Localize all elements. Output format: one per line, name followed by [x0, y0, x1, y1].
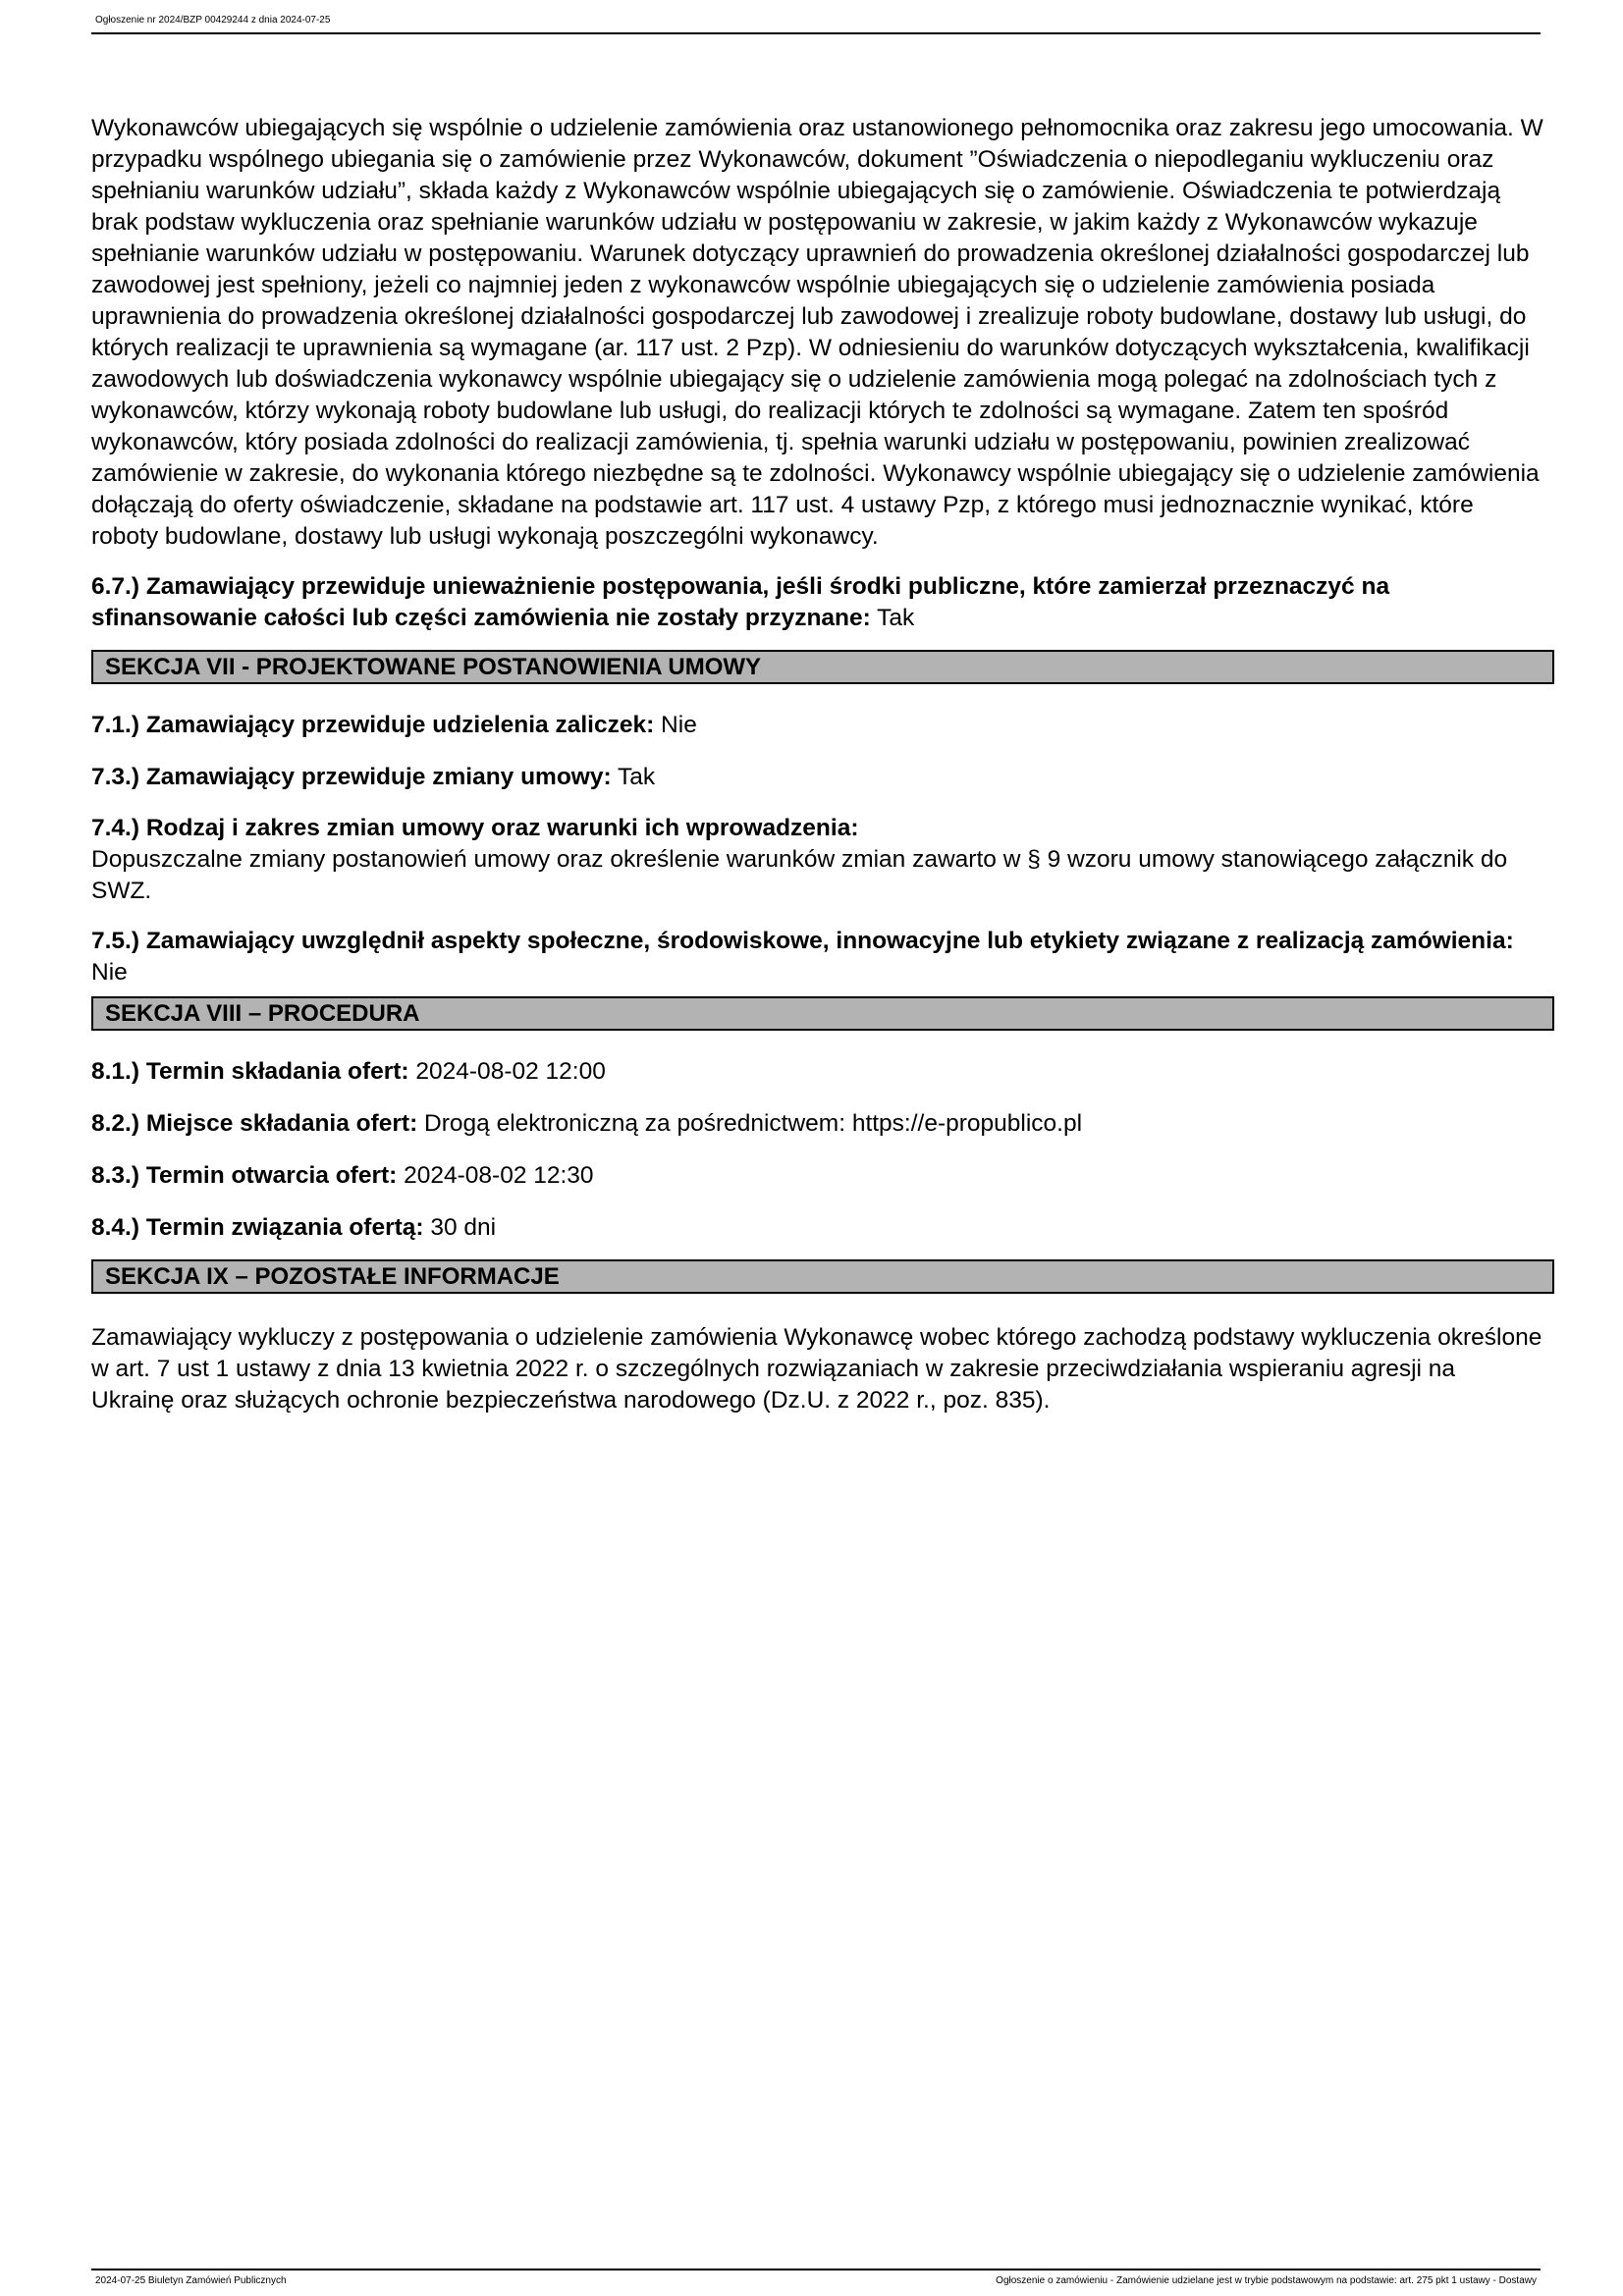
question-7-5-value: Nie	[91, 959, 128, 986]
question-8-4	[91, 1212, 1544, 1244]
section-9-header: SEKCJA IX – POZOSTAŁE INFORMACJE	[91, 1259, 1554, 1294]
question-7-4-label: 7.4.) Rodzaj i zakres zmian umowy oraz warunki ich wprowadzenia:	[91, 815, 859, 841]
question-7-5	[91, 926, 1544, 988]
footer-right-text: Ogłoszenie o zamówieniu - Zamówienie udzielane jest w trybie podstawowym na podstawie: art. 275 pkt 1 ustawy - Dostawy	[996, 2275, 1537, 2286]
question-7-1-value: Nie	[654, 712, 697, 738]
question-7-1-label: 7.1.) Zamawiający przewiduje udzielenia zaliczek:	[91, 712, 655, 738]
question-8-3-value: 2024-08-02 12:30	[397, 1162, 594, 1189]
document-body	[91, 113, 1544, 1416]
question-6-7-label: 6.7.) Zamawiający przewiduje unieważnienie postępowania, jeśli środki publiczne, które zamierzał przeznaczyć na sfinansowanie całości lub części zamówienia nie zostały przyznane:	[91, 573, 1390, 631]
question-6-7	[91, 571, 1544, 634]
page-header: Ogłoszenie nr 2024/BZP 00429244 z dnia 2024-07-25	[95, 15, 331, 26]
question-8-3-label: 8.3.) Termin otwarcia ofert:	[91, 1162, 398, 1189]
header-divider	[91, 32, 1541, 34]
question-7-1	[91, 710, 1544, 741]
question-7-3	[91, 762, 1544, 793]
question-7-3-value: Tak	[611, 764, 656, 790]
question-8-1	[91, 1056, 1544, 1088]
section-7-header: SEKCJA VII - PROJEKTOWANE POSTANOWIENIA UMOWY	[91, 650, 1554, 684]
section-8-header: SEKCJA VIII – PROCEDURA	[91, 996, 1554, 1031]
question-8-2	[91, 1108, 1544, 1140]
section-9-text: Zamawiający wykluczy z postępowania o udzielenie zamówienia Wykonawcę wobec którego zachodzą podstawy wykluczenia określone w art. 7 ust 1 ustawy z dnia 13 kwietnia 2022 r. o szczególnych rozwiązaniach w zakresie przeciwdziałania wspieraniu agresji na Ukrainę oraz służących ochronie bezpieczeństwa narodowego (Dz.U. z 2022 r., poz. 835).	[91, 1324, 1542, 1414]
question-6-7-value: Tak	[870, 605, 915, 631]
question-8-3	[91, 1160, 1544, 1192]
footer-divider	[91, 2269, 1541, 2270]
question-8-1-label: 8.1.) Termin składania ofert:	[91, 1058, 409, 1085]
intro-paragraph: Wykonawców ubiegających się wspólnie o udzielenie zamówienia oraz ustanowionego pełnomocnika oraz zakresu jego umocowania. W przypadku wspólnego ubiegania się o zamówienie przez Wykonawców, dokument ”Oświadczenia o niepodleganiu wykluczeniu oraz spełnianiu warunków udziału”, składa każdy z Wykonawców wspólnie ubiegających się o zamówienie. Oświadczenia te potwierdzają brak podstaw wykluczenia oraz spełnianie warunków udziału w postępowaniu w zakresie, w jakim każdy z Wykonawców wykazuje spełnianie warunków udziału w postępowaniu. Warunek dotyczący uprawnień do prowadzenia określonej działalności gospodarczej lub zawodowej jest spełniony, jeżeli co najmniej jeden z wykonawców wspólnie ubiegających się o udzielenie zamówienia posiada uprawnienia do prowadzenia określonej działalności gospodarczej lub zawodowej i zrealizuje roboty budowlane, dostawy lub usługi, do których realizacji te uprawnienia są wymagane (ar. 117 ust. 2 Pzp). W odniesieniu do warunków dotyczących wykształcenia, kwalifikacji zawodowych lub doświadczenia wykonawcy wspólnie ubiegający się o udzielenie zamówienia mogą polegać na zdolnościach tych z wykonawców, którzy wykonają roboty budowlane lub usługi, do realizacji których te zdolności są wymagane. Zatem ten spośród wykonawców, który posiada zdolności do realizacji zamówienia, tj. spełnia warunki udziału w postępowaniu, powinien zrealizować zamówienie w zakresie, do wykonania którego niezbędne są te zdolności. Wykonawcy wspólnie ubiegający się o udzielenie zamówienia dołączają do oferty oświadczenie, składane na podstawie art. 117 ust. 4 ustawy Pzp, z którego musi jednoznacznie wynikać, które roboty budowlane, dostawy lub usługi wykonają poszczególni wykonawcy.	[91, 115, 1543, 550]
question-7-5-label: 7.5.) Zamawiający uwzględnił aspekty społeczne, środowiskowe, innowacyjne lub etykiety związane z realizacją zamówienia:	[91, 928, 1514, 954]
question-7-3-label: 7.3.) Zamawiający przewiduje zmiany umowy:	[91, 764, 612, 790]
question-8-2-label: 8.2.) Miejsce składania ofert:	[91, 1110, 418, 1137]
question-7-4	[91, 813, 1544, 907]
question-7-4-value: Dopuszczalne zmiany postanowień umowy oraz określenie warunków zmian zawarto w § 9 wzoru umowy stanowiącego załącznik do SWZ.	[91, 846, 1508, 904]
question-8-1-value: 2024-08-02 12:00	[408, 1058, 606, 1085]
question-8-4-value: 30 dni	[423, 1214, 497, 1241]
footer-left-text: 2024-07-25 Biuletyn Zamówień Publicznych	[95, 2275, 287, 2286]
question-8-4-label: 8.4.) Termin związania ofertą:	[91, 1214, 424, 1241]
question-8-2-value: Drogą elektroniczną za pośrednictwem: https://e-propublico.pl	[417, 1110, 1083, 1137]
